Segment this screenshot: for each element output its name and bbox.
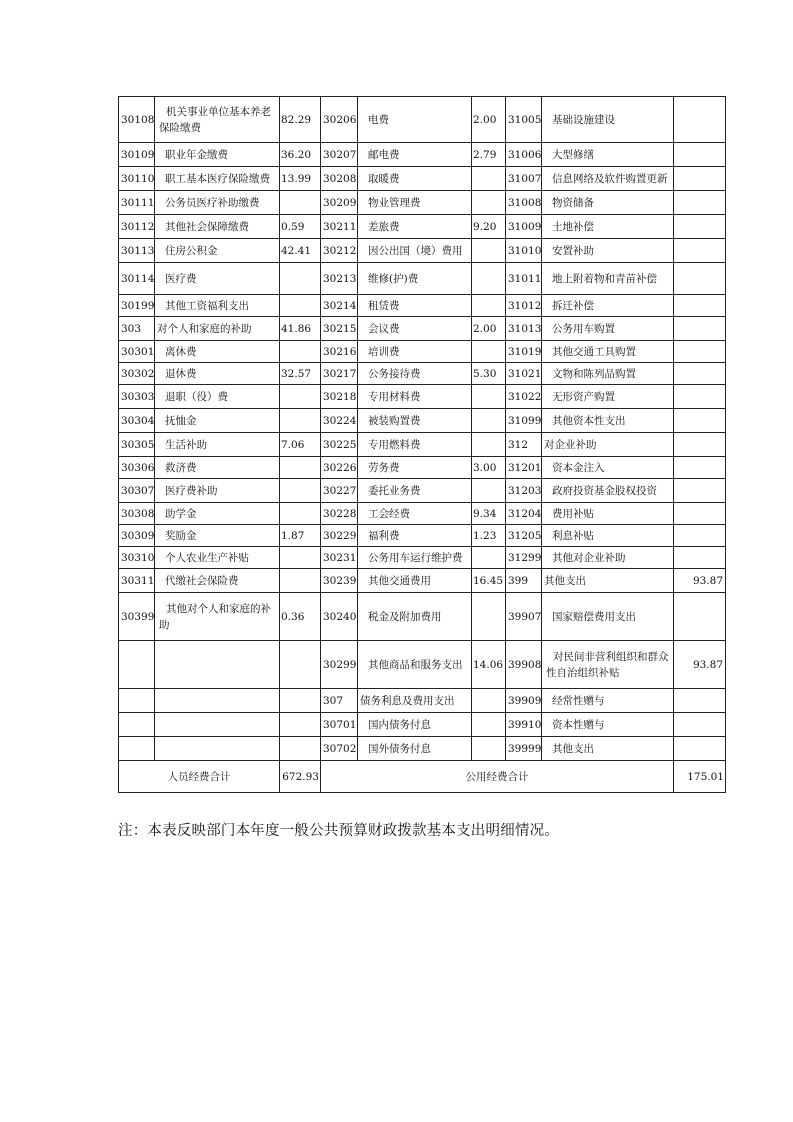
table-row [119,167,726,191]
goods-services-item-code: 30225 [321,433,358,457]
goods-services-item-amount [472,167,506,191]
goods-services-item-code: 30207 [321,143,358,167]
personnel-item-amount [280,503,321,525]
personnel-item-amount [280,385,321,409]
personnel-item-amount: 1.87 [280,525,321,547]
personnel-item-code [119,689,155,713]
personnel-item-name: 其他工资福利支出 [155,295,280,317]
goods-services-item-amount [472,433,506,457]
goods-services-item-amount [472,713,506,737]
goods-services-item-code: 30212 [321,239,358,263]
capital-item-code: 39999 [506,737,542,761]
goods-services-item-code: 30227 [321,479,358,503]
capital-item-amount [674,409,726,433]
capital-item-name: 物资储备 [542,191,674,215]
capital-item-amount [674,341,726,363]
personnel-item-amount [280,547,321,569]
capital-item-amount [674,143,726,167]
capital-item-amount [674,97,726,143]
table-note: 注：本表反映部门本年度一般公共预算财政拨款基本支出明细情况。 [118,823,559,839]
table-row [119,641,726,689]
capital-item-code: 31203 [506,479,542,503]
capital-item-name: 基础设施建设 [542,97,674,143]
table-row [119,385,726,409]
personnel-item-name [155,689,280,713]
personnel-item-name: 医疗费 [155,263,280,295]
table-body [119,97,726,761]
capital-item-amount [674,547,726,569]
personnel-item-amount [280,569,321,593]
capital-item-amount [674,525,726,547]
goods-services-item-amount [472,689,506,713]
capital-item-name: 其他交通工具购置 [542,341,674,363]
goods-services-item-code: 30209 [321,191,358,215]
capital-item-name: 政府投资基金股权投资 [542,479,674,503]
personnel-item-code: 30111 [119,191,155,215]
capital-item-code: 31006 [506,143,542,167]
personnel-item-code: 30399 [119,593,155,641]
goods-services-item-name: 福利费 [358,525,472,547]
goods-services-item-name: 维修(护)费 [358,263,472,295]
capital-item-name: 土地补偿 [542,215,674,239]
personnel-item-code: 30108 [119,97,155,143]
goods-services-item-name: 税金及附加费用 [358,593,472,641]
personnel-item-amount [280,713,321,737]
capital-item-amount [674,239,726,263]
personnel-item-name: 个人农业生产补贴 [155,547,280,569]
capital-item-code: 39907 [506,593,542,641]
table-row [119,263,726,295]
capital-item-code: 31013 [506,317,542,341]
personnel-item-code: 30113 [119,239,155,263]
goods-services-item-name: 国外债务付息 [358,737,472,761]
capital-item-code: 31009 [506,215,542,239]
goods-services-item-code: 30208 [321,167,358,191]
capital-item-amount [674,503,726,525]
goods-services-item-name: 专用材料费 [358,385,472,409]
capital-item-name: 拆迁补偿 [542,295,674,317]
goods-services-item-name: 电费 [358,97,472,143]
goods-services-item-name: 被装购置费 [358,409,472,433]
capital-item-code: 31007 [506,167,542,191]
capital-item-code: 31021 [506,363,542,385]
capital-item-code: 31201 [506,457,542,479]
personnel-item-name: 退职（役）费 [155,385,280,409]
capital-item-code: 31019 [506,341,542,363]
capital-item-name: 安置补助 [542,239,674,263]
personnel-item-code: 30309 [119,525,155,547]
goods-services-item-name: 委托业务费 [358,479,472,503]
goods-services-item-code: 30211 [321,215,358,239]
personnel-item-name: 奖励金 [155,525,280,547]
capital-item-amount [674,167,726,191]
goods-services-item-code: 30217 [321,363,358,385]
personnel-item-amount [280,737,321,761]
goods-services-item-code: 30228 [321,503,358,525]
goods-services-item-amount [472,295,506,317]
personnel-item-amount: 0.59 [280,215,321,239]
goods-services-item-name: 租赁费 [358,295,472,317]
capital-item-amount [674,363,726,385]
goods-services-item-amount [472,385,506,409]
goods-services-item-code: 30702 [321,737,358,761]
personnel-item-name: 住房公积金 [155,239,280,263]
personnel-item-code: 30301 [119,341,155,363]
table-row [119,97,726,143]
basic-expenditure-detail-table [118,96,726,793]
personnel-item-code: 30112 [119,215,155,239]
personnel-item-amount: 13.99 [280,167,321,191]
goods-services-item-name: 专用燃料费 [358,433,472,457]
personnel-item-name: 其他对个人和家庭的补助 [155,593,280,641]
table-row [119,433,726,457]
personnel-item-name: 公务员医疗补助缴费 [155,191,280,215]
capital-item-code: 31011 [506,263,542,295]
table-row [119,457,726,479]
personnel-item-name: 离休费 [155,341,280,363]
personnel-item-code: 30310 [119,547,155,569]
table-row [119,593,726,641]
personnel-item-amount: 42.41 [280,239,321,263]
goods-services-item-amount: 3.00 [472,457,506,479]
goods-services-item-code: 307 [321,689,358,713]
goods-services-item-amount: 16.45 [472,569,506,593]
personnel-total-label: 人员经费合计 [119,761,280,793]
totals-row [119,761,726,793]
personnel-item-code [119,641,155,689]
capital-item-amount [674,215,726,239]
personnel-total-value: 672.93 [280,761,321,793]
personnel-item-name: 机关事业单位基本养老保险缴费 [155,97,280,143]
capital-item-amount [674,737,726,761]
capital-item-name: 对民间非营利组织和群众性自治组织补贴 [542,641,674,689]
table-row [119,239,726,263]
goods-services-item-name: 培训费 [358,341,472,363]
personnel-item-amount [280,295,321,317]
capital-item-amount [674,385,726,409]
capital-item-name: 信息网络及软件购置更新 [542,167,674,191]
capital-item-amount: 93.87 [674,569,726,593]
goods-services-item-name: 公务接待费 [358,363,472,385]
personnel-item-amount: 36.20 [280,143,321,167]
goods-services-item-amount: 9.34 [472,503,506,525]
personnel-item-name: 医疗费补助 [155,479,280,503]
goods-services-item-name: 物业管理费 [358,191,472,215]
goods-services-item-code: 30206 [321,97,358,143]
capital-item-name: 经常性赠与 [542,689,674,713]
goods-services-item-code: 30226 [321,457,358,479]
personnel-item-code [119,713,155,737]
capital-item-code: 31012 [506,295,542,317]
table-footer [119,761,726,793]
goods-services-item-amount: 5.30 [472,363,506,385]
goods-services-item-code: 30215 [321,317,358,341]
goods-services-item-amount [472,479,506,503]
goods-services-item-name: 其他交通费用 [358,569,472,593]
table-row [119,689,726,713]
personnel-item-name: 助学金 [155,503,280,525]
goods-services-item-name: 工会经费 [358,503,472,525]
goods-services-item-amount [472,547,506,569]
goods-services-item-name: 国内债务付息 [358,713,472,737]
capital-item-name: 其他支出 [542,737,674,761]
table-row [119,215,726,239]
capital-item-code: 399 [506,569,542,593]
capital-item-name: 大型修缮 [542,143,674,167]
capital-item-name: 资本金注入 [542,457,674,479]
table-row [119,191,726,215]
capital-item-amount [674,593,726,641]
personnel-item-amount [280,479,321,503]
goods-services-item-code: 30299 [321,641,358,689]
personnel-item-code: 30109 [119,143,155,167]
capital-item-name: 对企业补助 [542,433,674,457]
personnel-item-name [155,713,280,737]
personnel-item-amount [280,409,321,433]
personnel-item-code: 30306 [119,457,155,479]
goods-services-item-amount: 1.23 [472,525,506,547]
personnel-item-code: 30199 [119,295,155,317]
goods-services-item-amount [472,409,506,433]
capital-item-name: 地上附着物和青苗补偿 [542,263,674,295]
personnel-item-amount [280,263,321,295]
goods-services-item-name: 因公出国（境）费用 [358,239,472,263]
table-row [119,295,726,317]
personnel-item-amount: 41.86 [280,317,321,341]
personnel-item-name: 生活补助 [155,433,280,457]
goods-services-item-code: 30229 [321,525,358,547]
capital-item-amount [674,689,726,713]
capital-item-amount [674,263,726,295]
goods-services-item-amount [472,737,506,761]
table-row [119,341,726,363]
capital-item-name: 费用补贴 [542,503,674,525]
capital-item-name: 国家赔偿费用支出 [542,593,674,641]
goods-services-item-amount [472,593,506,641]
capital-item-name: 其他资本性支出 [542,409,674,433]
personnel-item-amount [280,457,321,479]
capital-item-name: 利息补贴 [542,525,674,547]
personnel-item-amount [280,641,321,689]
capital-item-amount: 93.87 [674,641,726,689]
personnel-item-name: 退休费 [155,363,280,385]
public-total-label: 公用经费合计 [321,761,674,793]
goods-services-item-code: 30240 [321,593,358,641]
goods-services-item-name: 公务用车运行维护费 [358,547,472,569]
capital-item-code: 31299 [506,547,542,569]
table-row [119,525,726,547]
personnel-item-name: 职工基本医疗保险缴费 [155,167,280,191]
personnel-item-name: 职业年金缴费 [155,143,280,167]
table-row [119,409,726,433]
goods-services-item-name: 取暖费 [358,167,472,191]
capital-item-code: 31099 [506,409,542,433]
capital-item-amount [674,433,726,457]
personnel-item-code: 30305 [119,433,155,457]
public-total-value: 175.01 [674,761,726,793]
personnel-item-code: 30114 [119,263,155,295]
personnel-item-name: 其他社会保障缴费 [155,215,280,239]
personnel-item-code: 30302 [119,363,155,385]
personnel-item-name [155,641,280,689]
capital-item-code: 31205 [506,525,542,547]
capital-item-name: 资本性赠与 [542,713,674,737]
personnel-item-code: 30110 [119,167,155,191]
goods-services-item-name: 会议费 [358,317,472,341]
personnel-item-amount: 7.06 [280,433,321,457]
table-row [119,143,726,167]
goods-services-item-code: 30231 [321,547,358,569]
personnel-item-amount: 82.29 [280,97,321,143]
capital-item-code: 39910 [506,713,542,737]
goods-services-item-code: 30218 [321,385,358,409]
personnel-item-code: 30303 [119,385,155,409]
table-row [119,479,726,503]
personnel-item-amount: 0.36 [280,593,321,641]
capital-item-code: 312 [506,433,542,457]
capital-item-amount [674,713,726,737]
capital-item-code: 31010 [506,239,542,263]
personnel-item-amount [280,689,321,713]
goods-services-item-code: 30239 [321,569,358,593]
personnel-item-code [119,737,155,761]
table-row [119,547,726,569]
goods-services-item-amount: 14.06 [472,641,506,689]
capital-item-name: 无形资产购置 [542,385,674,409]
goods-services-item-amount: 2.00 [472,97,506,143]
personnel-item-amount [280,341,321,363]
personnel-item-code: 303 [119,317,155,341]
capital-item-name: 文物和陈列品购置 [542,363,674,385]
personnel-item-amount [280,191,321,215]
personnel-item-amount: 32.57 [280,363,321,385]
goods-services-item-amount: 2.79 [472,143,506,167]
capital-item-amount [674,479,726,503]
table-row [119,363,726,385]
goods-services-item-code: 30216 [321,341,358,363]
goods-services-item-code: 30213 [321,263,358,295]
goods-services-item-name: 差旅费 [358,215,472,239]
capital-item-amount [674,295,726,317]
goods-services-item-name: 劳务费 [358,457,472,479]
capital-item-amount [674,457,726,479]
capital-item-amount [674,191,726,215]
goods-services-item-name: 债务利息及费用支出 [358,689,472,713]
goods-services-item-name: 邮电费 [358,143,472,167]
personnel-item-name: 抚恤金 [155,409,280,433]
capital-item-amount [674,317,726,341]
personnel-item-code: 30304 [119,409,155,433]
goods-services-item-amount: 9.20 [472,215,506,239]
capital-item-code: 39909 [506,689,542,713]
goods-services-item-amount [472,341,506,363]
capital-item-code: 39908 [506,641,542,689]
personnel-item-code: 30308 [119,503,155,525]
capital-item-code: 31005 [506,97,542,143]
table-row [119,737,726,761]
table-row [119,713,726,737]
goods-services-item-amount [472,239,506,263]
personnel-item-name: 对个人和家庭的补助 [155,317,280,341]
personnel-item-name: 救济费 [155,457,280,479]
goods-services-item-amount [472,263,506,295]
goods-services-item-code: 30214 [321,295,358,317]
goods-services-item-amount: 2.00 [472,317,506,341]
goods-services-item-code: 30224 [321,409,358,433]
goods-services-item-code: 30701 [321,713,358,737]
personnel-item-name: 代缴社会保险费 [155,569,280,593]
capital-item-name: 公务用车购置 [542,317,674,341]
personnel-item-code: 30311 [119,569,155,593]
table-row [119,569,726,593]
goods-services-item-name: 其他商品和服务支出 [358,641,472,689]
capital-item-name: 其他支出 [542,569,674,593]
capital-item-code: 31204 [506,503,542,525]
table-row [119,317,726,341]
capital-item-name: 其他对企业补助 [542,547,674,569]
capital-item-code: 31008 [506,191,542,215]
table-row [119,503,726,525]
personnel-item-code: 30307 [119,479,155,503]
personnel-item-name [155,737,280,761]
goods-services-item-amount [472,191,506,215]
capital-item-code: 31022 [506,385,542,409]
